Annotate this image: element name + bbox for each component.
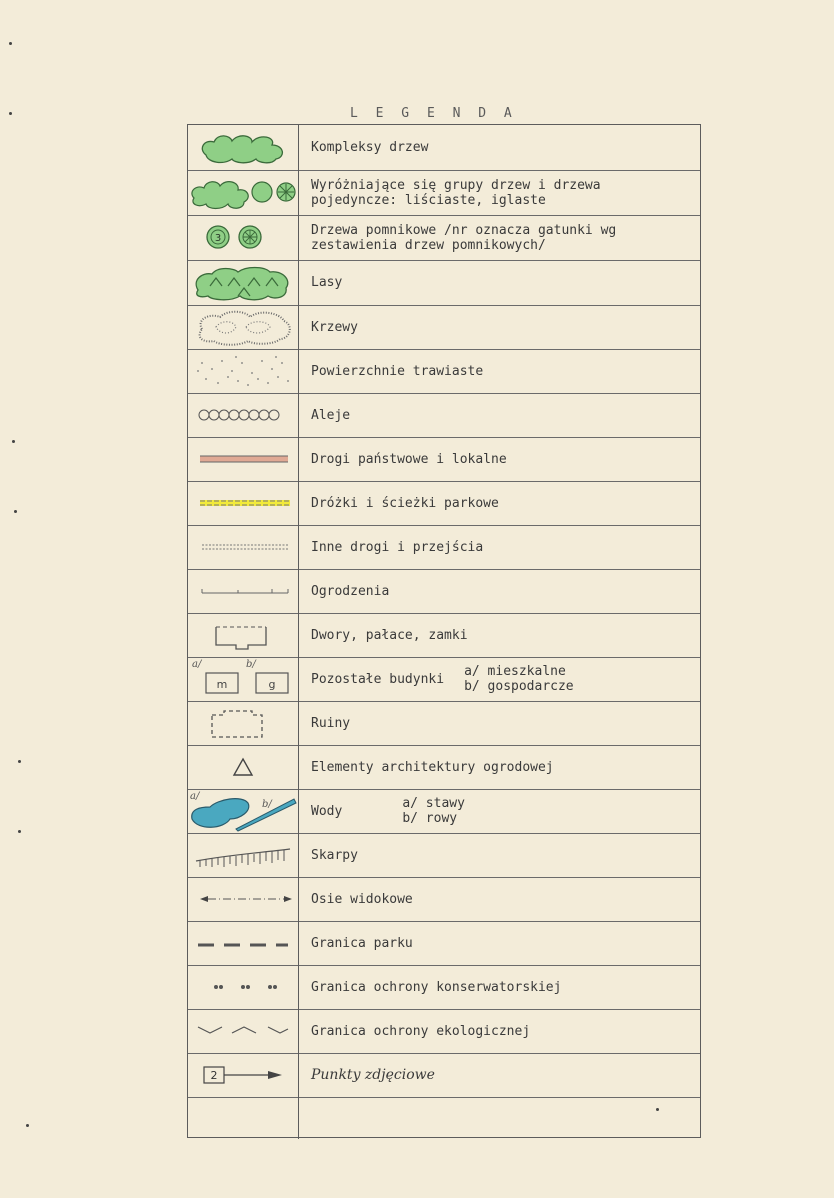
legend-row <box>188 1053 700 1098</box>
legend-row <box>188 260 700 306</box>
legend-label: Granica ochrony konserwatorskiej <box>311 979 562 995</box>
legend-row <box>188 481 700 526</box>
monument-trees-icon <box>188 215 299 260</box>
photo-point-number: 2 <box>210 1069 218 1082</box>
legend-row <box>188 305 700 350</box>
legend-label: Punkty zdjęciowe <box>311 1066 435 1083</box>
legend-title: L E G E N D A <box>350 106 517 121</box>
legend-label: Lasy <box>311 275 343 290</box>
tree-groups-icon <box>188 170 299 215</box>
legend-label: Granica parku <box>311 935 413 951</box>
ecology-border-icon <box>188 1009 299 1053</box>
legend-label: Skarpy <box>311 847 358 863</box>
legend-row <box>188 170 700 216</box>
legend-label: Drzewa pomnikowe /nr oznacza gatunki wg zestawienia drzew pomnikowych/ <box>311 222 617 253</box>
legend-row <box>188 125 700 171</box>
margin-mark <box>656 1108 659 1111</box>
empty-symbol-cell <box>188 1097 299 1139</box>
legend-row <box>188 745 700 790</box>
conservation-border-icon <box>188 965 299 1009</box>
legend-label: Drogi państwowe i lokalne <box>311 451 507 467</box>
legend-label: Wyróżniające się grupy drzew i drzewa pojedyncze: liściaste, iglaste <box>311 177 601 208</box>
park-path-icon <box>188 481 299 525</box>
buildings-icon <box>188 657 299 701</box>
other-road-icon <box>188 525 299 569</box>
fence-icon <box>188 569 299 613</box>
legend-label: Kompleksy drzew <box>311 140 429 155</box>
legend-row <box>188 437 700 482</box>
legend-label: Dwory, pałace, zamki <box>311 627 468 643</box>
park-border-icon <box>188 921 299 965</box>
margin-mark <box>14 510 17 513</box>
margin-mark <box>9 42 12 45</box>
escarpment-icon <box>188 833 299 877</box>
legend-label: Aleje <box>311 407 351 423</box>
photo-point-icon <box>188 1053 299 1097</box>
margin-mark <box>26 1124 29 1127</box>
monument-tree-number: 3 <box>214 233 222 244</box>
legend-label-group <box>299 657 700 701</box>
legend-label: Powierzchnie trawiaste <box>311 363 484 379</box>
view-axis-icon <box>188 877 299 921</box>
legend-label-group <box>299 789 700 833</box>
legend-row <box>188 877 700 922</box>
legend-row <box>188 349 700 394</box>
legend-table <box>187 124 701 1138</box>
water-icon <box>188 789 299 833</box>
building-box-b: g <box>268 678 276 691</box>
legend-sublabel: a/ mieszkalne b/ gospodarcze <box>464 664 574 694</box>
legend-row <box>188 657 700 702</box>
legend-label: Ruiny <box>311 715 351 731</box>
road-icon <box>188 437 299 481</box>
shrubs-icon <box>188 305 299 349</box>
legend-label: Pozostałe budynki <box>311 671 445 687</box>
legend-label: Inne drogi i przejścia <box>311 539 484 555</box>
legend-row <box>188 789 700 834</box>
alley-icon <box>188 393 299 437</box>
legend-row <box>188 921 700 966</box>
building-mark-b: b/ <box>246 659 256 670</box>
grass-icon <box>188 349 299 393</box>
legend-row <box>188 569 700 614</box>
ruins-icon <box>188 701 299 745</box>
margin-mark <box>9 112 12 115</box>
water-mark-a: a/ <box>190 791 200 802</box>
building-mark-a: a/ <box>192 659 202 670</box>
legend-row <box>188 1009 700 1054</box>
water-mark-b: b/ <box>262 799 272 810</box>
legend-label: Ogrodzenia <box>311 583 390 599</box>
legend-label: Granica ochrony ekologicznej <box>311 1023 531 1039</box>
legend-row <box>188 965 700 1010</box>
legend-label: Krzewy <box>311 319 358 335</box>
legend-row <box>188 215 700 261</box>
legend-row-empty <box>188 1097 700 1139</box>
legend-label: Dróżki i ścieżki parkowe <box>311 495 499 511</box>
margin-mark <box>12 440 15 443</box>
margin-mark <box>18 760 21 763</box>
manor-icon <box>188 613 299 657</box>
margin-mark <box>18 830 21 833</box>
legend-label: Wody <box>311 803 343 819</box>
legend-row <box>188 701 700 746</box>
legend-row <box>188 525 700 570</box>
triangle-icon <box>188 745 299 789</box>
legend-row <box>188 393 700 438</box>
legend-label: Elementy architektury ogrodowej <box>311 759 554 775</box>
legend-row <box>188 833 700 878</box>
legend-row <box>188 613 700 658</box>
legend-label <box>299 1097 700 1139</box>
legend-label: Osie widokowe <box>311 891 413 907</box>
building-box-a: m <box>216 678 228 691</box>
forest-icon <box>188 260 299 305</box>
tree-complex-icon <box>188 125 299 170</box>
legend-sublabel: a/ stawy b/ rowy <box>402 796 465 826</box>
